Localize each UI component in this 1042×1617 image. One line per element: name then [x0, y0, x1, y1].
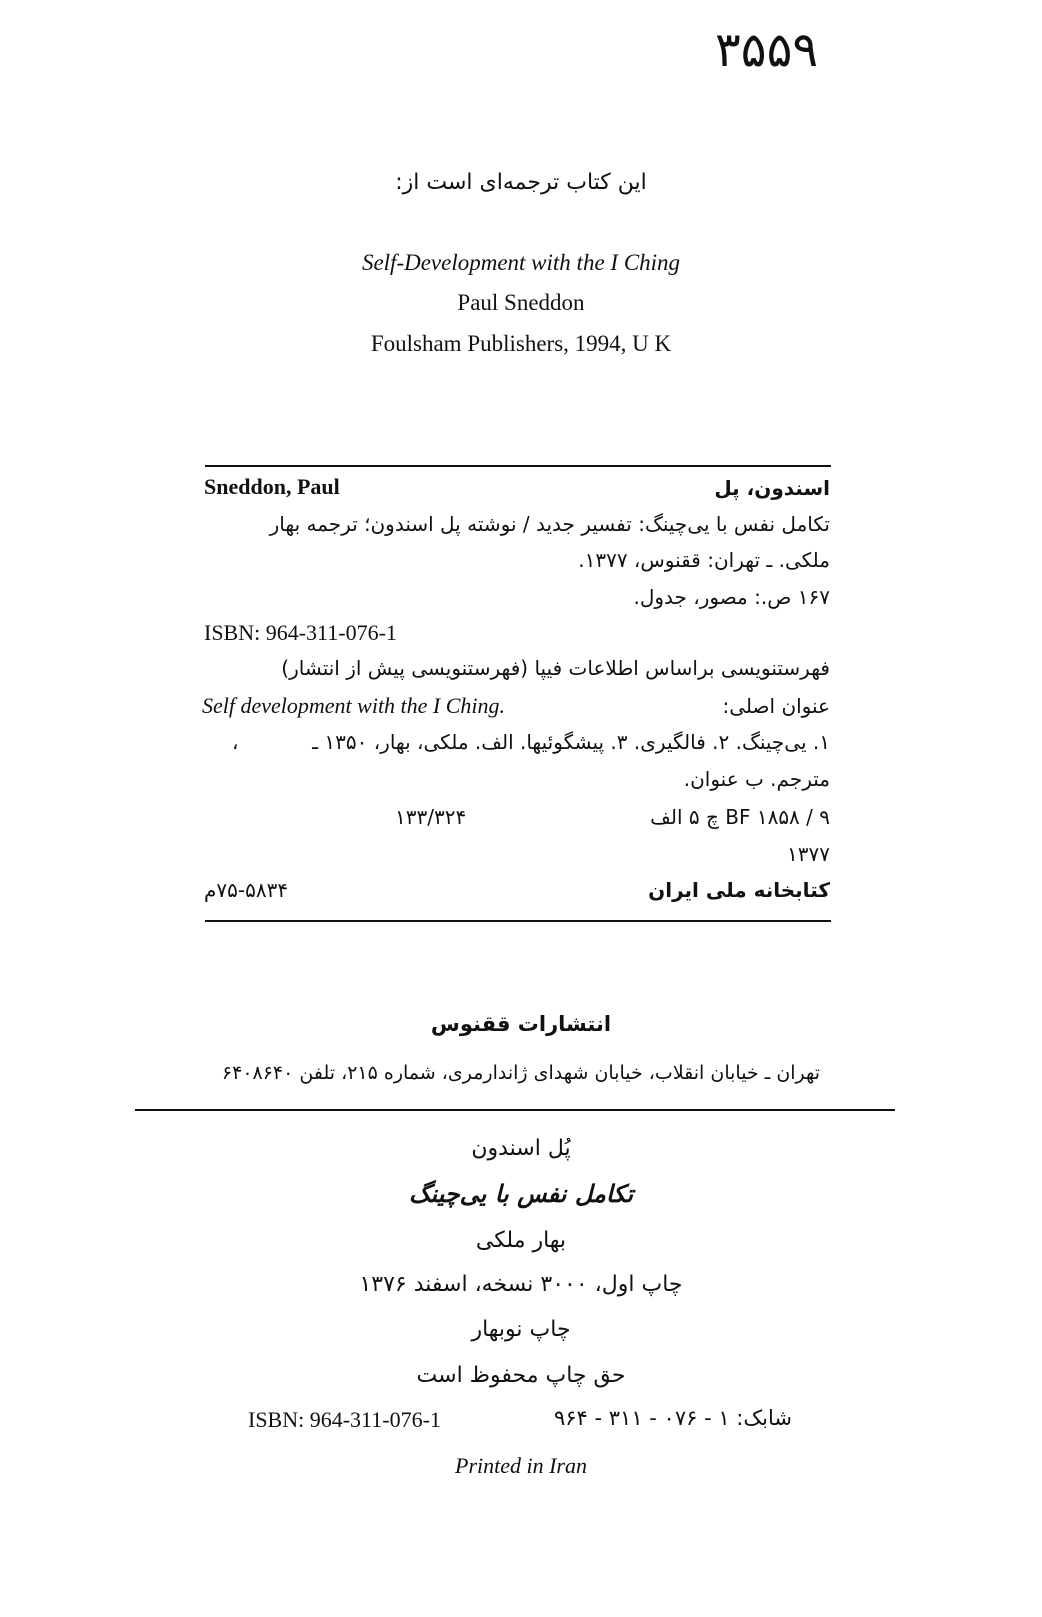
catalog-lc: BF ۱۸۵۸ / ۹ چ ۵ الف: [650, 805, 830, 829]
catalog-subjects: ۱. یی‌چینگ. ۲. فالگیری. ۳. پیشگوئیها. الف. ملکی، بهار، ۱۳۵۰ ـ: [312, 730, 830, 754]
colophon-translator: بهار ملکی: [475, 1228, 567, 1253]
catalog-line: ۱۶۷ ص.: مصور، جدول.: [633, 585, 830, 609]
catalog-line: فهرستنویسی براساس اطلاعات فیپا (فهرستنویسی پیش از انتشار): [281, 656, 830, 680]
printed-in: Printed in Iran: [455, 1453, 587, 1478]
colophon-isbn-en: ISBN: 964-311-076-1: [248, 1407, 441, 1432]
colophon-printer: چاپ نوبهار: [471, 1317, 571, 1342]
colophon-author: پُل اسندون: [471, 1136, 571, 1161]
catalog-line: ملکی. ـ تهران: ققنوس، ۱۳۷۷.: [578, 548, 830, 572]
page-number: ۳۵۵۹: [715, 22, 819, 78]
translation-note: این کتاب ترجمه‌ای است از:: [395, 170, 647, 195]
catalog-library: کتابخانه ملی ایران: [648, 878, 830, 902]
colophon-title: تکامل نفس با یی‌چینگ: [408, 1180, 634, 1208]
publisher-address: تهران ـ خیابان انقلاب، خیابان شهدای ژاندارمری، شماره ۲۱۵، تلفن ۶۴۰۸۶۴۰: [221, 1062, 821, 1084]
original-author: Paul Sneddon: [457, 290, 585, 315]
catalog-author-fa: اسندون، پل: [714, 476, 830, 500]
catalog-comma: ،: [232, 730, 239, 754]
colophon-isbn-fa: شابک: ۱ - ۰۷۶ - ۳۱۱ - ۹۶۴: [553, 1406, 792, 1430]
catalog-line: مترجم. ب عنوان.: [683, 767, 830, 791]
catalog-line: تکامل نفس با یی‌چینگ: تفسیر جدید / نوشته پل اسندون؛ ترجمه بهار: [269, 512, 830, 536]
catalog-isbn: ISBN: 964-311-076-1: [204, 620, 397, 645]
colophon-rule: [135, 1109, 895, 1111]
catalog-top-rule: [205, 465, 831, 467]
catalog-dewey: ۱۳۳/۳۲۴: [395, 805, 467, 829]
catalog-year: ۱۳۷۷: [787, 842, 830, 866]
catalog-original-title: Self development with the I Ching.: [202, 693, 506, 718]
colophon-edition: چاپ اول، ۳۰۰۰ نسخه، اسفند ۱۳۷۶: [359, 1272, 683, 1297]
original-title: Self-Development with the I Ching: [361, 250, 681, 275]
catalog-bottom-rule: [205, 920, 831, 922]
catalog-author-en: Sneddon, Paul: [204, 474, 340, 499]
colophon-rights: حق چاپ محفوظ است: [416, 1363, 626, 1388]
catalog-original-title-label: عنوان اصلی:: [722, 694, 830, 718]
publisher-name: انتشارات ققنوس: [430, 1012, 612, 1036]
catalog-library-number: ۷۵-۵۸۳۴م: [204, 878, 289, 902]
original-publisher: Foulsham Publishers, 1994, U K: [370, 331, 672, 356]
